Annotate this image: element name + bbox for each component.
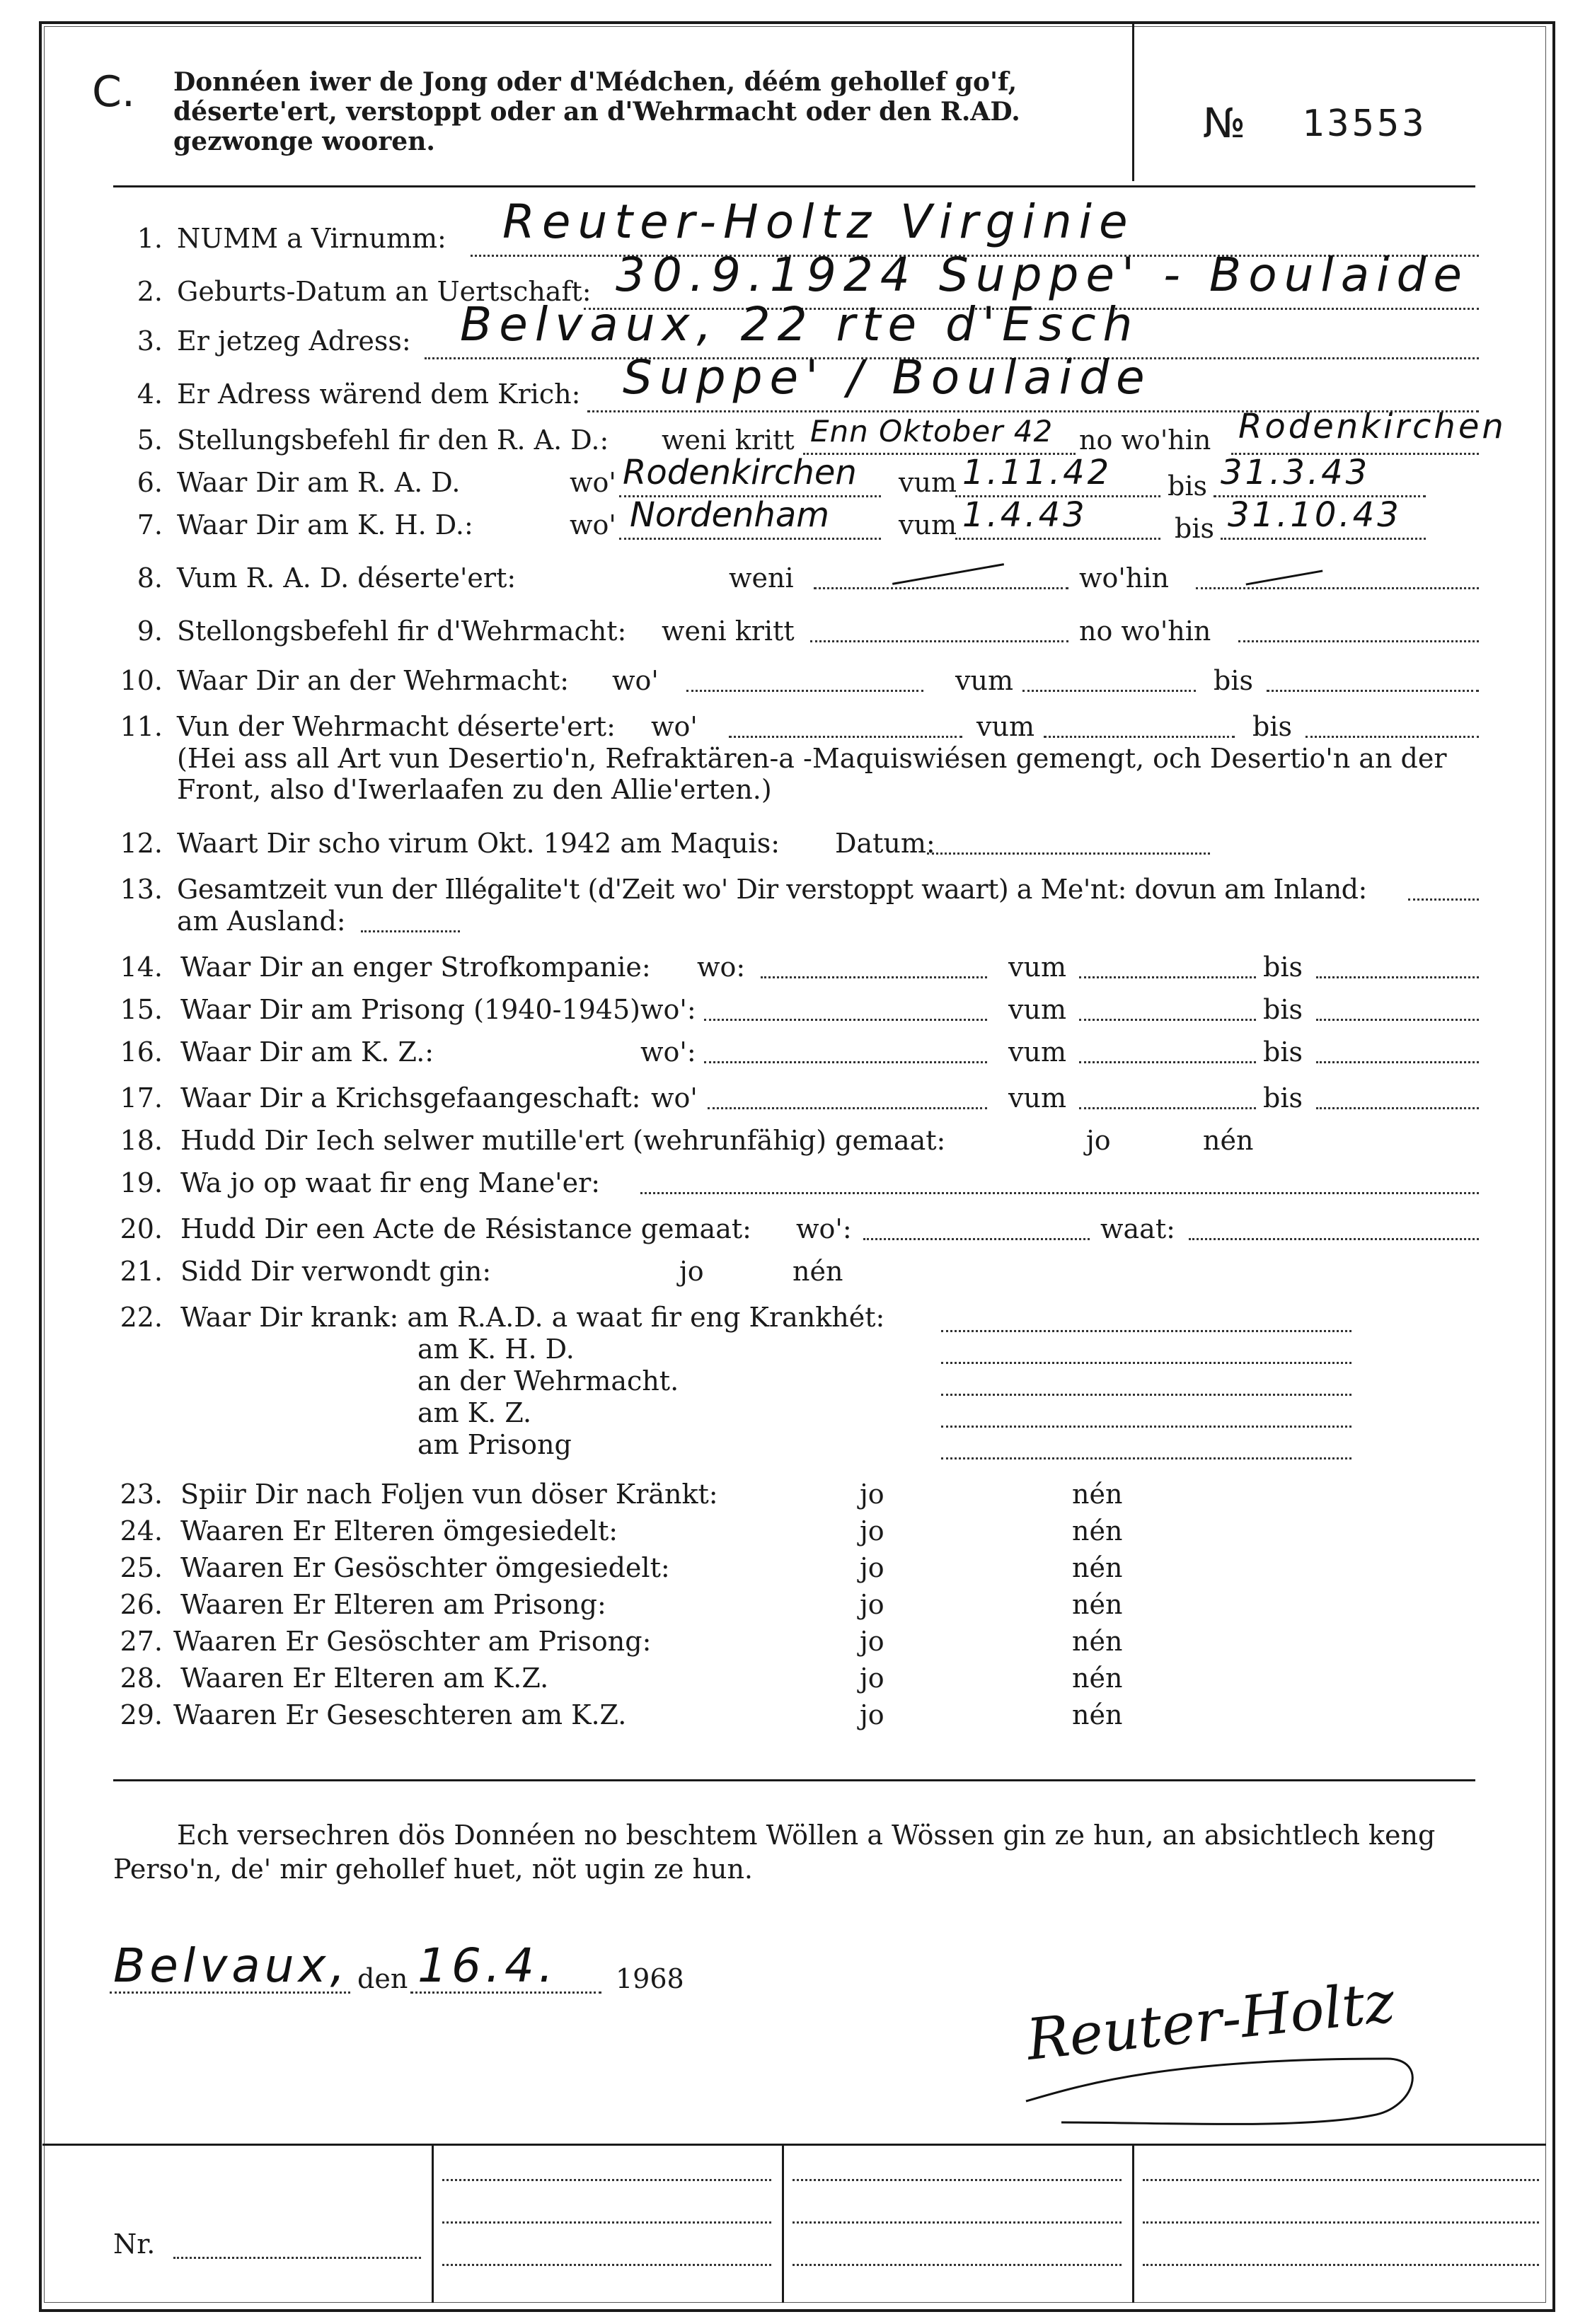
field-label: no wo'hin (1079, 615, 1211, 647)
footer-divider (432, 2144, 434, 2303)
option-no: nén (1072, 1479, 1123, 1510)
footer-divider (1132, 2144, 1134, 2303)
item-number: 7. (137, 509, 163, 540)
section-rule (113, 1779, 1475, 1781)
item-label: Waar Dir am K. H. D.: (177, 509, 473, 540)
item-label: Waar Dir an der Wehrmacht: (177, 665, 570, 696)
item-number: 16. (120, 1036, 163, 1068)
item-label: Stellongsbefehl fir d'Wehrmacht: (177, 615, 627, 647)
item-label: Waar Dir am K. Z.: (180, 1036, 434, 1068)
footer-rule-top (42, 2144, 1546, 2146)
item-number: 14. (120, 952, 163, 983)
item-label: Waar Dir am Prisong (1940-1945) (180, 994, 640, 1025)
item-number: 20. (120, 1213, 163, 1244)
handwritten-place: Nordenham (630, 495, 830, 535)
option-yes: jo (860, 1515, 884, 1547)
option-no: nén (1072, 1663, 1123, 1694)
item-number: 18. (120, 1125, 163, 1156)
field-label: vum (899, 509, 957, 540)
option-yes: jo (860, 1663, 884, 1694)
item11-note: (Hei ass all Art vun Desertio'n, Refraktären-a -Maquiswiésen gemengt, och Desertio'n an der Front, also d'Iwerlaafen zu den Allie'erten.) (177, 743, 1447, 805)
item-label: Spiir Dir nach Foljen vun döser Kränkt: (180, 1479, 718, 1510)
signature: Reuter-Holtz (1023, 1968, 1398, 2074)
item-label: Stellungsbefehl fir den R. A. D.: (177, 424, 609, 456)
item-number: 25. (120, 1552, 163, 1583)
field-label: Datum: (835, 828, 935, 859)
item-label: Waar Dir an enger Strofkompanie: (180, 952, 651, 983)
field-label: wo: (697, 952, 746, 983)
year-label: 1968 (616, 1963, 684, 1994)
field-label: wo' (612, 665, 659, 696)
item-number: 13. (120, 874, 163, 905)
option-no: nén (1072, 1626, 1123, 1657)
option-no: nén (1072, 1589, 1123, 1620)
form-title: Donnéen iwer de Jong oder d'Médchen, déém gehollef go'f, déserte'ert, verstoppt oder an d'Wehrmacht oder den R.AD. gezwonge wooren. (173, 67, 1020, 156)
item-label: Waaren Er Elteren am Prisong: (180, 1589, 606, 1620)
item-number: 9. (137, 615, 163, 647)
field-label: wo': (796, 1213, 852, 1244)
item-number: 12. (120, 828, 163, 859)
item-number: 4. (137, 378, 163, 410)
item-label: Sidd Dir verwondt gin: (180, 1256, 492, 1287)
item-number: 3. (137, 325, 163, 357)
option-no: nén (1072, 1552, 1123, 1583)
option-yes: jo (860, 1699, 884, 1730)
header-divider (1132, 24, 1134, 181)
item-number: 8. (137, 562, 163, 594)
field-label: vum (1008, 1036, 1066, 1068)
handwritten-date: 31.10.43 (1228, 495, 1402, 535)
item-number: 19. (120, 1167, 163, 1198)
item-number: 15. (120, 994, 163, 1025)
field-label: wo' (651, 711, 698, 742)
item-label: Waaren Er Elteren ömgesiedelt: (180, 1515, 618, 1547)
item-label: Vum R. A. D. déserte'ert: (177, 562, 517, 594)
field-label: wo'hin (1079, 562, 1169, 594)
field-label: weni (729, 562, 794, 594)
sub-item: an der Wehrmacht. (417, 1365, 679, 1397)
field-label: bis (1252, 711, 1292, 742)
field-label: weni kritt (662, 615, 795, 647)
field-label: wo' (651, 1082, 698, 1114)
field-label: bis (1214, 665, 1253, 696)
option-yes: jo (860, 1626, 884, 1657)
item-label: Wa jo op waat fir eng Mane'er: (180, 1167, 601, 1198)
field-label: bis (1175, 513, 1214, 544)
option-yes: jo (860, 1479, 884, 1510)
item-number: 24. (120, 1515, 163, 1547)
field-label: vum (1008, 1082, 1066, 1114)
item-number: 29. (120, 1699, 163, 1730)
item-label: Gesamtzeit vun der Illégalite't (d'Zeit wo' Dir verstoppt waart) a Me'nt: dovun am Inland: (177, 874, 1367, 905)
sub-item: am K. Z. (417, 1397, 532, 1428)
field-label: bis (1263, 1082, 1303, 1114)
field-label: vum (1008, 952, 1066, 983)
option-yes: jo (860, 1552, 884, 1583)
section-letter: C. (92, 67, 135, 117)
option-no: nén (1072, 1699, 1123, 1730)
item-number: 10. (120, 665, 163, 696)
handwritten-date: 31.3.43 (1221, 453, 1371, 492)
item-number: 23. (120, 1479, 163, 1510)
field-label: wo' (570, 509, 616, 540)
footer-divider (782, 2144, 784, 2303)
den-label: den (357, 1963, 408, 1994)
item-label: Waar Dir am R. A. D. (177, 467, 461, 498)
option-yes: jo (1086, 1125, 1111, 1156)
item-label: Vun der Wehrmacht déserte'ert: (177, 711, 616, 742)
field-label: bis (1168, 470, 1207, 502)
handwritten-place: Rodenkirchen (1238, 407, 1506, 446)
field-label: wo': (640, 1036, 696, 1068)
number-symbol: № (1203, 99, 1246, 147)
form-number: 13553 (1302, 103, 1427, 145)
handwritten-address: Belvaux, 22 rte d'Esch (460, 297, 1140, 352)
field-label: bis (1263, 994, 1303, 1025)
item-number: 26. (120, 1589, 163, 1620)
field-label: waat: (1100, 1213, 1175, 1244)
item-number: 22. (120, 1302, 163, 1333)
item-label: Hudd Dir Iech selwer mutille'ert (wehrunfähig) gemaat: (180, 1125, 946, 1156)
signature-flourish (1019, 1981, 1443, 2151)
option-yes: jo (679, 1256, 704, 1287)
item-number: 21. (120, 1256, 163, 1287)
handwritten-date: Enn Oktober 42 (810, 414, 1054, 449)
item-label: Waaren Er Geseschteren am K.Z. (173, 1699, 627, 1730)
handwritten-place: Rodenkirchen (623, 453, 857, 492)
item-label: Waaren Er Gesöschter am Prisong: (173, 1626, 652, 1657)
item-number: 6. (137, 467, 163, 498)
sub-item: am Prisong (417, 1429, 572, 1460)
item-number: 28. (120, 1663, 163, 1694)
option-no: nén (792, 1256, 843, 1287)
item-label: Er Adress wärend dem Krich: (177, 378, 581, 410)
declaration-text: Ech versechren dös Donnéen no beschtem Wöllen a Wössen gin ze hun, an absichtlech keng Perso'n, de' mir gehollef huet, nöt ugin ze hun. (113, 1820, 1436, 1885)
handwritten-name: Reuter-Holtz Virginie (502, 195, 1135, 249)
item-label: Hudd Dir een Acte de Résistance gemaat: (180, 1213, 751, 1244)
item-number: 11. (120, 711, 163, 742)
nr-label: Nr. (113, 2228, 156, 2260)
sub-item: am K. H. D. (417, 1334, 575, 1365)
handwritten-birth: 30.9.1924 Suppe' - Boulaide (616, 248, 1470, 302)
field-label: wo': (640, 994, 696, 1025)
handwritten-date: 1.4.43 (962, 495, 1088, 535)
field-label: bis (1263, 952, 1303, 983)
option-yes: jo (860, 1589, 884, 1620)
field-label: vum (899, 467, 957, 498)
item-label: NUMM a Virnumm: (177, 223, 446, 254)
handwritten-war-address: Suppe' / Boulaide (623, 350, 1152, 405)
field-label: wo' (570, 467, 616, 498)
item-number: 17. (120, 1082, 163, 1114)
item-label: Waar Dir a Krichsgefaangeschaft: (180, 1082, 641, 1114)
item-label: Waar Dir krank: am R.A.D. a waat fir eng Krankhét: (180, 1302, 885, 1333)
handwritten-date: 16.4. (417, 1938, 558, 1993)
item-label: Waaren Er Gesöschter ömgesiedelt: (180, 1552, 670, 1583)
item-label: Geburts-Datum an Uertschaft: (177, 276, 592, 307)
item-number: 27. (120, 1626, 163, 1657)
field-label: no wo'hin (1079, 424, 1211, 456)
header-rule (113, 185, 1475, 187)
item-number: 2. (137, 276, 163, 307)
field-label: bis (1263, 1036, 1303, 1068)
field-label: vum (976, 711, 1034, 742)
field-label: am Ausland: (177, 906, 346, 937)
item-number: 1. (137, 223, 163, 254)
option-no: nén (1072, 1515, 1123, 1547)
field-label: vum (1008, 994, 1066, 1025)
item-label: Er jetzeg Adress: (177, 325, 411, 357)
handwritten-date: 1.11.42 (962, 453, 1112, 492)
item-label: Waart Dir scho virum Okt. 1942 am Maquis: (177, 828, 780, 859)
item-number: 5. (137, 424, 163, 456)
field-label: vum (955, 665, 1013, 696)
handwritten-place: Belvaux, (113, 1938, 350, 1993)
item-label: Waaren Er Elteren am K.Z. (180, 1663, 549, 1694)
option-no: nén (1203, 1125, 1254, 1156)
field-label: weni kritt (662, 424, 795, 456)
